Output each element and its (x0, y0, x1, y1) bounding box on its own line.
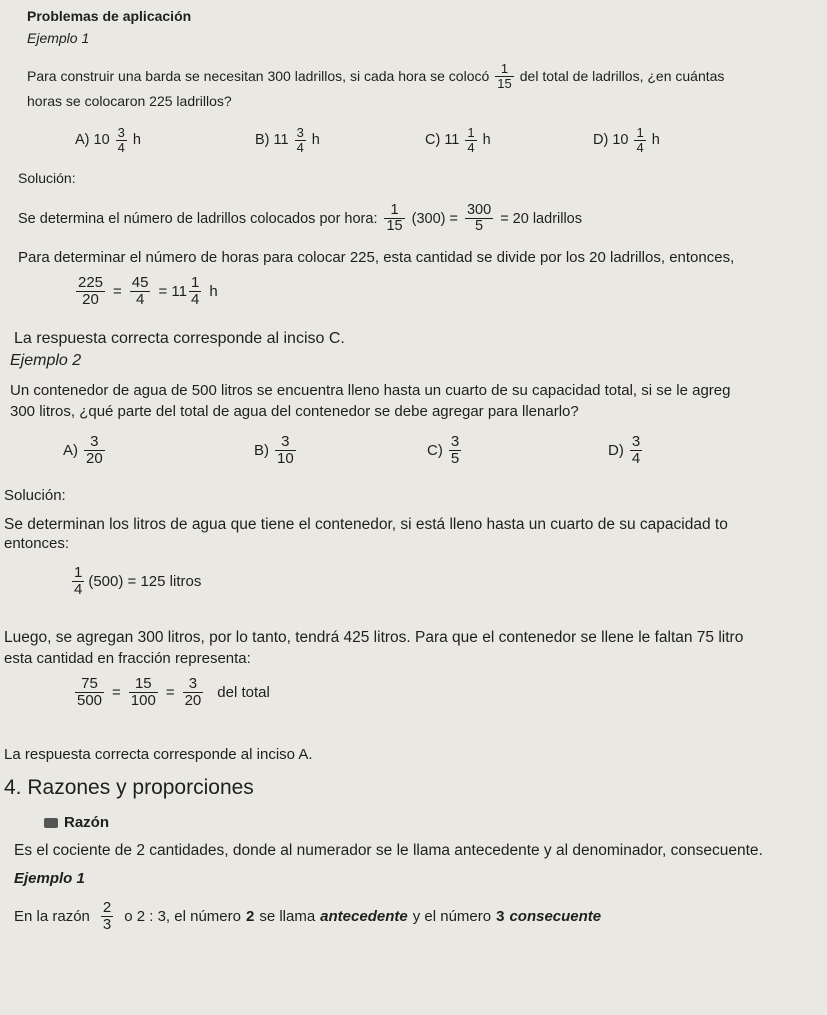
example-1-title: Ejemplo 1 (27, 30, 90, 46)
ex2-answer: La respuesta correcta corresponde al inciso A. (4, 746, 313, 763)
frac-num: 45 (131, 274, 149, 291)
ex1-option-b (255, 126, 320, 154)
frac-num: 1 (636, 125, 644, 140)
option-fraction (295, 126, 306, 154)
step-end: del total (217, 683, 270, 701)
frac-num: 3 (296, 125, 304, 140)
ex2-solution-line2: entonces: (4, 535, 70, 552)
frac-num: 1 (74, 564, 83, 581)
ex-antecedente: antecedente (320, 907, 408, 925)
option-fraction (634, 126, 645, 154)
ex1-solution-step1 (18, 203, 582, 234)
ex2-solution-line1: Se determinan los litros de agua que tiene el contenedor, si está lleno hasta un cuarto de su capacidad to (4, 516, 728, 533)
frac-den: 4 (636, 139, 644, 155)
step-end: (500) = 125 litros (88, 572, 202, 590)
step-fraction-3 (183, 676, 204, 709)
step-fraction-2 (130, 275, 151, 308)
frac-num: 3 (188, 675, 198, 692)
ex1-option-c (425, 126, 491, 154)
section-header: Problemas de aplicación (27, 8, 192, 24)
step-fraction-2 (465, 203, 493, 234)
option-label: B) (255, 132, 270, 149)
razon-example-title: Ejemplo 1 (14, 870, 85, 887)
ex1-question-text-b: del total de ladrillos, ¿en cuántas (519, 68, 725, 85)
frac-num: 1 (190, 274, 200, 291)
razon-label: Razón (64, 814, 109, 831)
bullet-icon (44, 818, 58, 828)
frac-den: 4 (296, 139, 304, 155)
ex1-question-line1 (27, 62, 724, 90)
equals: = (165, 683, 175, 701)
example-2-title: Ejemplo 2 (10, 352, 82, 369)
ex1-question-line2: horas se colocaron 225 ladrillos? (27, 93, 232, 109)
option-whole: 11 (273, 132, 289, 149)
option-whole: 10 (93, 132, 110, 149)
step-fraction-2 (129, 676, 158, 709)
option-label: A) (75, 132, 90, 149)
frac-den: 3 (102, 915, 112, 933)
option-label: D) (608, 441, 624, 459)
ex1-answer: La respuesta correcta corresponde al inciso C. (14, 330, 345, 347)
option-unit: h (651, 132, 660, 149)
frac-num: 3 (90, 433, 99, 450)
ex-text-d: y el número (412, 907, 492, 925)
ex2-solution-line3: Luego, se agregan 300 litros, por lo tanto, tendrá 425 litros. Para que el contenedor se llene le faltan 75 litro (4, 629, 744, 646)
frac-den: 15 (497, 75, 512, 91)
option-whole: 10 (612, 132, 629, 149)
option-fraction (449, 434, 461, 467)
ex-text-c: se llama (259, 907, 316, 925)
frac-den: 500 (77, 691, 103, 709)
option-label: C) (425, 132, 441, 149)
frac-den: 20 (76, 291, 105, 308)
step-fraction (72, 565, 84, 598)
ex-text-b: o 2 : 3, el número (124, 907, 241, 925)
ex1-option-d (593, 126, 660, 154)
option-unit: h (311, 132, 320, 149)
frac-num: 3 (450, 433, 460, 450)
option-unit: h (132, 132, 141, 149)
step-end: = 20 ladrillos (500, 210, 582, 227)
ex-text-a: En la razón (14, 907, 90, 925)
ex1-solution-label: Solución: (18, 170, 76, 186)
frac-num: 225 (78, 274, 104, 291)
option-whole: 11 (444, 132, 460, 149)
option-unit: h (482, 132, 491, 149)
razon-heading (44, 814, 109, 831)
option-label: A) (63, 441, 78, 459)
option-fraction (116, 126, 127, 154)
razon-definition: Es el cociente de 2 cantidades, donde al numerador se le llama antecedente y al denominador, consecuente. (14, 842, 763, 859)
ex1-solution-step2-text: Para determinar el número de horas para colocar 225, esta cantidad se divide por los 20 ladrillos, entonces, (18, 249, 735, 266)
frac-den: 20 (184, 691, 202, 709)
ex2-option-a (63, 434, 107, 467)
unit: h (209, 282, 218, 300)
option-fraction (630, 434, 642, 467)
ex2-question-line2: 300 litros, ¿qué parte del total de agua del contenedor se debe agregar para llenarlo? (10, 403, 579, 420)
equals: = (113, 282, 122, 300)
frac-den: 4 (190, 290, 200, 308)
step-fraction-3 (189, 275, 201, 308)
ratio-fraction (101, 900, 113, 933)
frac-den: 10 (277, 449, 294, 467)
frac-num: 1 (500, 61, 509, 76)
frac-num: 15 (134, 675, 152, 692)
frac-den: 4 (74, 580, 83, 598)
frac-num: 1 (467, 125, 475, 140)
ex1-question-fraction (495, 62, 513, 90)
section-4-title: 4. Razones y proporciones (4, 776, 254, 799)
ex1-option-a (75, 126, 141, 154)
option-fraction (275, 434, 296, 467)
step-fraction-1 (75, 676, 104, 709)
ex2-option-b (254, 434, 298, 467)
ex2-solution-step2-math (73, 676, 270, 709)
frac-den: 20 (86, 449, 103, 467)
step-mid: (300) = (411, 210, 458, 227)
ex2-question-line1: Un contenedor de agua de 500 litros se encuentra lleno hasta un cuarto de su capacidad total, si se le agreg (10, 382, 731, 399)
frac-num: 2 (102, 899, 112, 916)
frac-num: 1 (390, 202, 399, 218)
ex2-solution-label: Solución: (4, 487, 66, 504)
frac-den: 5 (465, 218, 493, 234)
equals: = (112, 683, 121, 701)
ex-consecuente: consecuente (509, 907, 602, 925)
frac-den: 15 (386, 218, 403, 235)
ex1-question-text-a: Para construir una barda se necesitan 300 ladrillos, si cada hora se colocó (27, 68, 490, 85)
ex2-solution-step1-math (70, 565, 201, 598)
ex2-option-c (427, 434, 463, 467)
ex1-solution-step2-math (74, 275, 218, 308)
step-fraction-1 (76, 275, 105, 308)
frac-num: 3 (117, 125, 125, 140)
frac-num: 3 (631, 433, 641, 450)
option-label: C) (427, 441, 443, 459)
frac-den: 4 (117, 139, 125, 155)
razon-example-line (14, 900, 601, 933)
frac-num: 3 (281, 433, 290, 450)
ex-number-3: 3 (496, 907, 505, 925)
frac-den: 5 (450, 449, 460, 467)
ex2-option-d (608, 434, 644, 467)
step-text: Se determina el número de ladrillos colocados por hora: (18, 210, 378, 227)
ex2-solution-line4: esta cantidad en fracción representa: (4, 650, 251, 667)
ex-number-2: 2 (245, 907, 255, 925)
option-fraction (465, 126, 476, 154)
equals-whole: = 11 (158, 282, 187, 300)
frac-den: 4 (130, 291, 151, 308)
option-fraction (84, 434, 105, 467)
frac-den: 100 (130, 691, 156, 709)
frac-num: 300 (466, 202, 492, 218)
frac-den: 4 (631, 449, 641, 467)
step-fraction-1 (384, 203, 404, 234)
option-label: B) (254, 441, 269, 459)
frac-num: 75 (81, 675, 98, 692)
frac-den: 4 (467, 139, 475, 155)
option-label: D) (593, 132, 609, 149)
